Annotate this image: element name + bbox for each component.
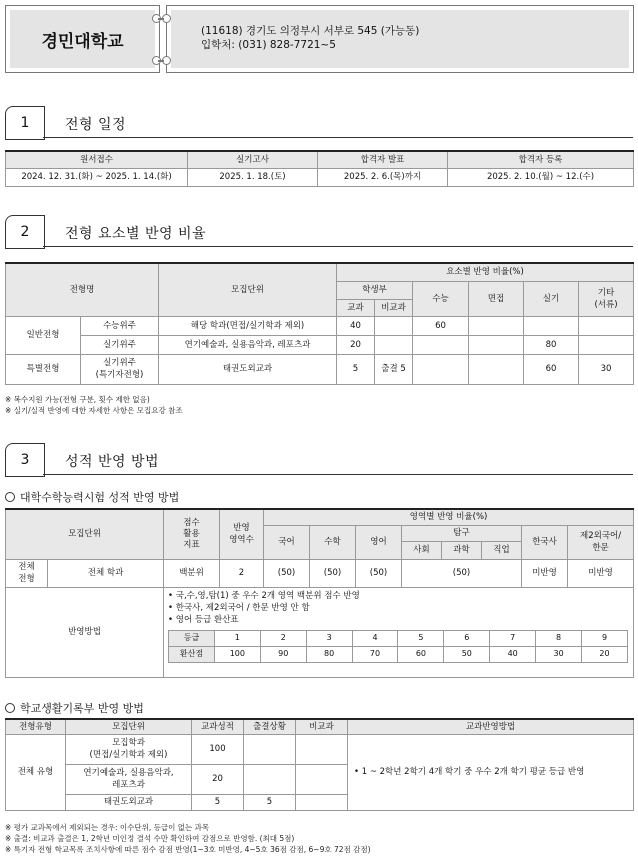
table-cell: 2025. 1. 18.(토) [188, 168, 318, 186]
grade-cell: 2 [260, 630, 306, 646]
row-interview [469, 354, 524, 384]
row-math: (50) [310, 559, 356, 587]
row-nonsubject: 출결 5 [375, 354, 413, 384]
header-unit: 모집단위 [66, 719, 192, 734]
row-practical: 60 [524, 354, 579, 384]
row-practical: 80 [524, 335, 579, 354]
row-sub: 실기위주 [81, 335, 159, 354]
header-history: 한국사 [522, 525, 568, 559]
section-title: 성적 반영 방법 [65, 454, 160, 470]
header-interview: 면접 [469, 281, 524, 316]
contact-box [166, 5, 634, 73]
binder-link [158, 18, 164, 20]
section-3-header [5, 443, 633, 477]
row-unit: 모집학과 (면접/실기학과 제외) [66, 734, 192, 764]
method-bullet: • 영어 등급 환산표 [168, 614, 239, 625]
header-nonsubject: 비교과 [296, 719, 348, 734]
row-inquiry: (50) [402, 559, 522, 587]
row-areas: 2 [220, 559, 264, 587]
score-cell: 100 [214, 646, 260, 662]
method-bullet: • 국,수,영,탐(1) 중 우수 2개 영역 백분위 점수 반영 [168, 590, 360, 601]
note-line: ※ 특기자 전형 학교목록 조치사항에 따른 점수 감점 반영(1~3호 미반영, 4~5호 36점 감점, 6~9호 72점 감점) [5, 845, 371, 854]
score-cell: 70 [352, 646, 398, 662]
row-other [579, 316, 634, 335]
header-korean: 국어 [264, 525, 310, 559]
row-index: 백분위 [164, 559, 220, 587]
header-subject: 교과성적 [192, 719, 244, 734]
address-text: (11618) 경기도 의정부시 서부로 545 (가능동) [201, 25, 420, 37]
row-unit: 태권도외교과 [159, 354, 337, 384]
circle-bullet-icon [5, 492, 15, 502]
row-history: 미반영 [522, 559, 568, 587]
row-subject: 5 [192, 794, 244, 810]
table-cell: 2024. 12. 31.(화) ~ 2025. 1. 14.(화) [6, 168, 188, 186]
schedule-table [5, 150, 634, 187]
row-attendance [244, 764, 296, 794]
score-cell: 40 [490, 646, 536, 662]
row-english: (50) [356, 559, 402, 587]
row-csat: 60 [413, 316, 469, 335]
grade-label: 등급 [169, 630, 215, 646]
row-interview [469, 316, 524, 335]
header-type: 전형명 [6, 263, 159, 316]
row-unit: 연기예술과, 실용음악과, 레포츠과 [66, 764, 192, 794]
row-attendance: 5 [244, 794, 296, 810]
ratio-table [5, 262, 634, 385]
record-subheader [5, 700, 144, 716]
header-vocational: 직업 [482, 541, 522, 559]
header-record: 학생부 [337, 281, 413, 299]
row-korean: (50) [264, 559, 310, 587]
row-unit: 연기예술과, 실용음악과, 레포츠과 [159, 335, 337, 354]
row-sub: 실기위주 (특기자전형) [81, 354, 159, 384]
row-type: 전체 유형 [6, 734, 66, 810]
header-index: 점수 활용 지표 [164, 509, 220, 559]
section-1-header [5, 106, 633, 140]
header-inquiry: 탐구 [402, 525, 522, 541]
grade-cell: 3 [306, 630, 352, 646]
score-cell: 50 [444, 646, 490, 662]
header-method: 교과반영방법 [348, 719, 634, 734]
header-areas: 반영 영역수 [220, 509, 264, 559]
row-practical [524, 316, 579, 335]
score-cell: 80 [306, 646, 352, 662]
score-cell: 90 [260, 646, 306, 662]
row-subject: 20 [337, 335, 375, 354]
section-title: 전형 요소별 반영 비율 [65, 226, 207, 242]
row-unit: 태권도외교과 [66, 794, 192, 810]
grade-cell: 4 [352, 630, 398, 646]
grade-cell: 5 [398, 630, 444, 646]
row-nonsubject [296, 734, 348, 764]
row-subject: 100 [192, 734, 244, 764]
table-cell: 2025. 2. 6.(목)까지 [318, 168, 448, 186]
row-type: 특별전형 [6, 354, 81, 384]
note-line: ※ 실기/실적 반영에 대한 자세한 사항은 모집요강 참조 [5, 406, 183, 415]
section-number: 3 [5, 443, 45, 477]
school-name: 경민대학교 [10, 10, 155, 68]
row-nonsubject [375, 335, 413, 354]
note-line: ※ 출결: 비교과 출결은 1, 2학년 미인정 결석 수만 확인하여 감점으로 반영함. (최대 5점) [5, 834, 295, 843]
col-header: 합격자 등록 [448, 151, 634, 168]
record-title: 학교생활기록부 반영 방법 [20, 702, 144, 715]
score-cell: 30 [536, 646, 582, 662]
col-header: 실기고사 [188, 151, 318, 168]
grade-cell: 9 [582, 630, 628, 646]
circle-bullet-icon [5, 703, 15, 713]
header-type: 전형유형 [6, 719, 66, 734]
row-nonsubject [296, 764, 348, 794]
header-subject: 교과 [337, 299, 375, 316]
col-header: 합격자 발표 [318, 151, 448, 168]
note-line: ※ 평가 교과목에서 제외되는 경우: 이수단위, 등급이 없는 과목 [5, 823, 210, 832]
binder-link [158, 60, 164, 62]
english-grade-table [168, 630, 628, 663]
col-header: 원서접수 [6, 151, 188, 168]
grade-cell: 1 [214, 630, 260, 646]
row-type: 일반전형 [6, 316, 81, 354]
method-label: 반영방법 [6, 587, 164, 677]
grade-cell: 7 [490, 630, 536, 646]
phone-text: 입학처: (031) 828-7721~5 [201, 39, 336, 51]
header-foreign: 제2외국어/ 한문 [568, 525, 634, 559]
csat-title: 대학수학능력시험 성적 반영 방법 [20, 491, 180, 504]
grade-cell: 8 [536, 630, 582, 646]
header-ratio: 영역별 반영 비율(%) [264, 509, 634, 525]
section-number: 2 [5, 215, 45, 249]
row-subject: 5 [337, 354, 375, 384]
row-interview [469, 335, 524, 354]
header-english: 영어 [356, 525, 402, 559]
header-math: 수학 [310, 525, 356, 559]
row-subject: 20 [192, 764, 244, 794]
row-nonsubject [296, 794, 348, 810]
header-social: 사회 [402, 541, 442, 559]
row-subject: 40 [337, 316, 375, 335]
note-line: ※ 복수지원 가능(전형 구분, 횟수 제한 없음) [5, 395, 150, 404]
record-method: • 1 ~ 2학년 2학기 4개 학기 중 우수 2개 학기 평균 등급 반영 [348, 734, 634, 810]
section-2-header [5, 215, 633, 249]
row-other: 30 [579, 354, 634, 384]
header-attendance: 출결상황 [244, 719, 296, 734]
section-number: 1 [5, 106, 45, 140]
score-label: 환산점 [169, 646, 215, 662]
row-csat [413, 335, 469, 354]
school-name-box [5, 5, 160, 73]
header-other: 기타 (서류) [579, 281, 634, 316]
header-practical: 실기 [524, 281, 579, 316]
header-csat: 수능 [413, 281, 469, 316]
score-cell: 20 [582, 646, 628, 662]
header-unit: 모집단위 [6, 509, 164, 559]
csat-table [5, 508, 634, 678]
row-csat [413, 354, 469, 384]
score-cell: 60 [398, 646, 444, 662]
section-title: 전형 일정 [65, 117, 127, 133]
row-unit: 해당 학과(면접/실기학과 제외) [159, 316, 337, 335]
method-bullet: • 한국사, 제2외국어 / 한문 반영 안 함 [168, 602, 310, 613]
section-3-notes [5, 822, 371, 855]
header-ratio: 요소별 반영 비율(%) [337, 263, 634, 281]
table-cell: 2025. 2. 10.(월) ~ 12.(수) [448, 168, 634, 186]
row-other [579, 335, 634, 354]
row-unit: 전체 학과 [48, 559, 164, 587]
record-table [5, 718, 634, 811]
row-sub: 수능위주 [81, 316, 159, 335]
header-unit: 모집단위 [159, 263, 337, 316]
header-nonsubject: 비교과 [375, 299, 413, 316]
row-nonsubject [375, 316, 413, 335]
section-2-notes [5, 394, 183, 416]
grade-cell: 6 [444, 630, 490, 646]
header-science: 과학 [442, 541, 482, 559]
row-attendance [244, 734, 296, 764]
csat-subheader [5, 489, 179, 505]
row-foreign: 미반영 [568, 559, 634, 587]
row-type: 전체 전형 [6, 559, 48, 587]
